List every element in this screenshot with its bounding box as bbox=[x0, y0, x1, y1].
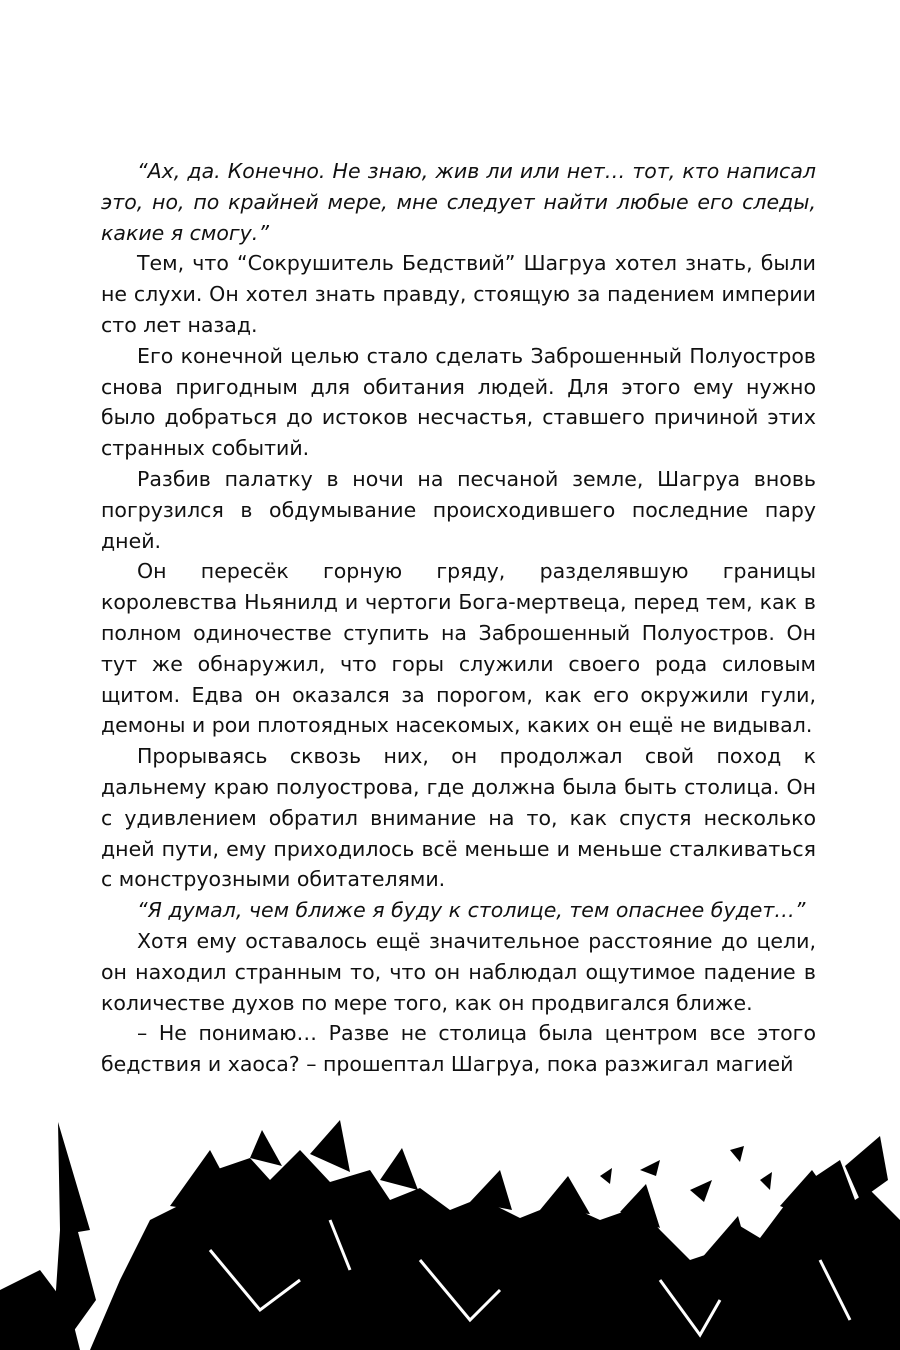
page-body-text bbox=[101, 156, 816, 1080]
paragraph-1: “Ах, да. Конечно. Не знаю, жив ли или нет… тот, кто написал это, но, по крайней мере, мне следует найти любые его следы, какие я смогу.” bbox=[101, 159, 816, 245]
paragraph-9: – Не понимаю… Разве не столица была центром все этого бедствия и хаоса? – прошептал Шагруа, пока разжигал магией bbox=[101, 1021, 816, 1077]
paragraph-5: Он пересёк горную гряду, разделявшую границы королевства Ньянилд и чертоги Бога-мертвеца, перед тем, как в полном одиночестве ступить на Заброшенный Полуостров. Он тут же обнаружил, что горы служили своего рода силовым щитом. Едва он оказался за порогом, как его окружили гули, демоны и рои плотоядных насекомых, каких он ещё не видывал. bbox=[101, 559, 816, 738]
paragraph-2: Тем, что “Сокрушитель Бедствий” Шагруа хотел знать, были не слухи. Он хотел знать правду, стоящую за падением империи сто лет назад. bbox=[101, 251, 816, 337]
paragraph-3: Его конечной целью стало сделать Заброшенный Полуостров снова пригодным для обитания людей. Для этого ему нужно было добраться до истоков несчастья, ставшего причиной этих странных событий. bbox=[101, 343, 816, 461]
paragraph-7: “Я думал, чем ближе я буду к столице, тем опаснее будет…” bbox=[137, 898, 806, 923]
paragraph-4: Разбив палатку в ночи на песчаной земле, Шагруа вновь погрузился в обдумывание происходившего последние пару дней. bbox=[101, 466, 816, 553]
ruins-silhouette-icon bbox=[0, 1110, 900, 1350]
paragraph-8: Хотя ему оставалось ещё значительное расстояние до цели, он находил странным то, что он наблюдал ощутимое падение в количестве духов по мере того, как он продвигался ближе. bbox=[101, 928, 816, 1015]
paragraph-6: Прорываясь сквозь них, он продолжал свой поход к дальнему краю полуострова, где должна была быть столица. Он с удивлением обратил внимание на то, как спустя несколько дней пути, ему приходилось всё меньше и меньше сталкиваться с монструозными обитателями. bbox=[101, 744, 816, 892]
